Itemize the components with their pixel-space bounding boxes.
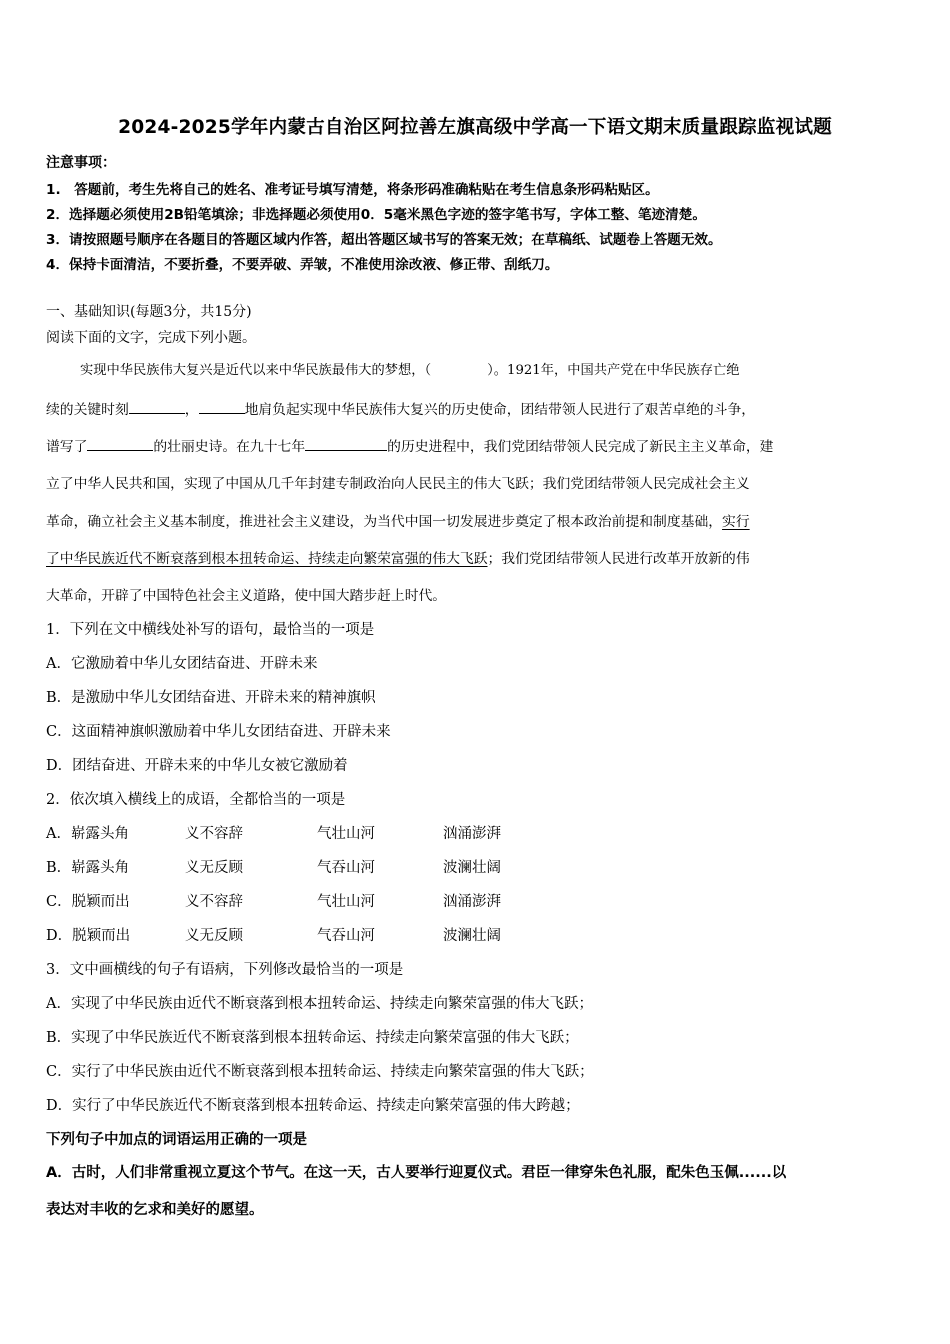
option: D．实行了中华民族近代不断衰落到根本扭转命运、持续走向繁荣富强的伟大跨越； [46,1098,580,1114]
passage-line: 大革命，开辟了中国特色社会主义道路，使中国大踏步赶上时代。 [46,588,447,604]
section-lead: 阅读下面的文字，完成下列小题。 [46,330,256,346]
option: A．它激励着中华儿女团结奋进、开辟未来 [46,656,318,672]
question-stem: 3．文中画横线的句子有语病，下列修改最恰当的一项是 [46,962,404,978]
notice-heading: 注意事项： [46,155,116,171]
exam-page: 2024-2025学年内蒙古自治区阿拉善左旗高级中学高一下语文期末质量跟踪监视试题 注意事项： 1. 答题前，考生先将自己的姓名、准考证号填写清楚，将条形码准确粘贴在考生信息条形码粘贴区。 2．选择题必须使用2B铅笔填涂；非选择题必须使用0．5毫米黑色字迹的签字笔书写，字体工整、笔迹清楚。 3．请按照题号顺序在各题目的答题区域内作答，超出答题区域书写的答案无效；在草稿纸、试题卷上答题无效。 4．保持卡面清洁，不要折叠，不要弄破、弄皱，不准使用涂改液、修正带、刮纸刀。 一、基础知识(每题3分，共15分) 阅读下面的文字，完成下列小题。 实现中华民族伟大复兴是近代以来中华民族最伟大的梦想，（ ）。1921年，中国共产党在中华民族存亡绝 续的关键时刻 ， 地肩负起实现中华民族伟大复兴的历史使命，团结带领人民进行了艰苦卓绝的斗争， 谱写了 的壮丽史诗。在九十七年 的历史进程中，我们党团结带领人民完成了新民主主义革命，建 立了中华人民共和国，实现了中国从几千年封建专制政治向人民民主的伟大飞跃；我们党团结带领人民完成社会主义 革命，确立社会主义基本制度，推进社会主义建设，为当代中国一切发展进步奠定了根本政治前提和制度基础，实行 了中华民族近代不断衰落到根本扭转命运、持续走向繁荣富强的伟大飞跃；我们党团结带领人民进行改革开放新的伟 大革命，开辟了中国特色社会主义道路，使中国大踏步赶上时代。 1．下列在文中横线处补写的语句，最恰当的一项是 A．它激励着中华儿女团结奋进、开辟未来 B．是激励中华儿女团结奋进、开辟未来的精神旗帜 C．这面精神旗帜激励着中华儿女团结奋进、开辟未来 D．团结奋进、开辟未来的中华儿女被它激励着 2．依次填入横线上的成语，全都恰当的一项是 A．崭露头角 义不容辞 气壮山河 汹涌澎湃 B．崭露头角 义无反顾 气吞山河 波澜壮阔 C．脱颖而出 义不容辞 气壮山河 汹涌澎湃 D．脱颖而出 义无反顾 气吞山河 波澜壮阔 3．文中画横线的句子有语病，下列修改最恰当的一项是 A．实现了中华民族由近代不断衰落到根本扭转命运、持续走向繁荣富强的伟大飞跃； B．实现了中华民族近代不断衰落到根本扭转命运、持续走向繁荣富强的伟大飞跃； C．实行了中华民族由近代不断衰落到根本扭转命运、持续走向繁荣富强的伟大飞跃； D．实行了中华民族近代不断衰落到根本扭转命运、持续走向繁荣富强的伟大跨越； 下列句子中加点的词语运用正确的一项是 A．古时，人们非常重视立夏这个节气。在这一天，古人要举行迎夏仪式。君臣一律穿朱色礼服，配朱色玉佩......以 表达对丰收的乞求和美好的愿望。 [0,0,950,1344]
option: C．这面精神旗帜激励着中华儿女团结奋进、开辟未来 [46,724,391,740]
option: D．团结奋进、开辟未来的中华儿女被它激励着 [46,758,348,774]
notice-item: 1. 答题前，考生先将自己的姓名、准考证号填写清楚，将条形码准确粘贴在考生信息条形码粘贴区。 [46,182,659,198]
option: A．古时，人们非常重视立夏这个节气。在这一天，古人要举行迎夏仪式。君臣一律穿朱色礼服，配朱色玉佩......以 [46,1165,787,1181]
fill-blank [87,436,153,451]
question-stem: 2．依次填入横线上的成语，全都恰当的一项是 [46,792,346,808]
notice-item: 2．选择题必须使用2B铅笔填涂；非选择题必须使用0．5毫米黑色字迹的签字笔书写，字体工整、笔迹清楚。 [46,207,706,223]
option: C．实行了中华民族由近代不断衰落到根本扭转命运、持续走向繁荣富强的伟大飞跃； [46,1064,594,1080]
fill-blank [305,436,387,451]
page-title: 2024-2025学年内蒙古自治区阿拉善左旗高级中学高一下语文期末质量跟踪监视试题 [118,117,832,138]
passage-line: 续的关键时刻 ， 地肩负起实现中华民族伟大复兴的历史使命，团结带领人民进行了艰苦卓绝的斗争， [46,398,906,418]
fill-blank [129,399,185,414]
passage-line: 实现中华民族伟大复兴是近代以来中华民族最伟大的梦想，（ ）。1921年，中国共产党在中华民族存亡绝 [80,363,740,378]
section-heading: 一、基础知识(每题3分，共15分) [46,304,252,320]
question-stem: 1．下列在文中横线处补写的语句，最恰当的一项是 [46,622,375,638]
underlined-sentence: 了中华民族近代不断衰落到根本扭转命运、持续走向繁荣富强的伟大飞跃 [46,551,488,567]
notice-item: 4．保持卡面清洁，不要折叠，不要弄破、弄皱，不准使用涂改液、修正带、刮纸刀。 [46,257,559,273]
question-stem: 下列句子中加点的词语运用正确的一项是 [46,1132,307,1148]
option: B．是激励中华儿女团结奋进、开辟未来的精神旗帜 [46,690,376,706]
passage-line: 了中华民族近代不断衰落到根本扭转命运、持续走向繁荣富强的伟大飞跃；我们党团结带领人民进行改革开放新的伟 [46,551,750,567]
underlined-sentence: 实行 [722,514,750,530]
passage-line: 谱写了 的壮丽史诗。在九十七年 的历史进程中，我们党团结带领人民完成了新民主主义革命，建 [46,435,906,455]
option: B．实现了中华民族近代不断衰落到根本扭转命运、持续走向繁荣富强的伟大飞跃； [46,1030,579,1046]
notice-item: 3．请按照题号顺序在各题目的答题区域内作答，超出答题区域书写的答案无效；在草稿纸、试题卷上答题无效。 [46,232,722,248]
passage-line: 立了中华人民共和国，实现了中国从几千年封建专制政治向人民民主的伟大飞跃；我们党团结带领人民完成社会主义 [46,476,750,492]
passage-line: 革命，确立社会主义基本制度，推进社会主义建设，为当代中国一切发展进步奠定了根本政治前提和制度基础，实行 [46,514,750,530]
fill-blank [199,399,245,414]
option: 表达对丰收的乞求和美好的愿望。 [46,1202,264,1218]
option: A．实现了中华民族由近代不断衰落到根本扭转命运、持续走向繁荣富强的伟大飞跃； [46,996,593,1012]
